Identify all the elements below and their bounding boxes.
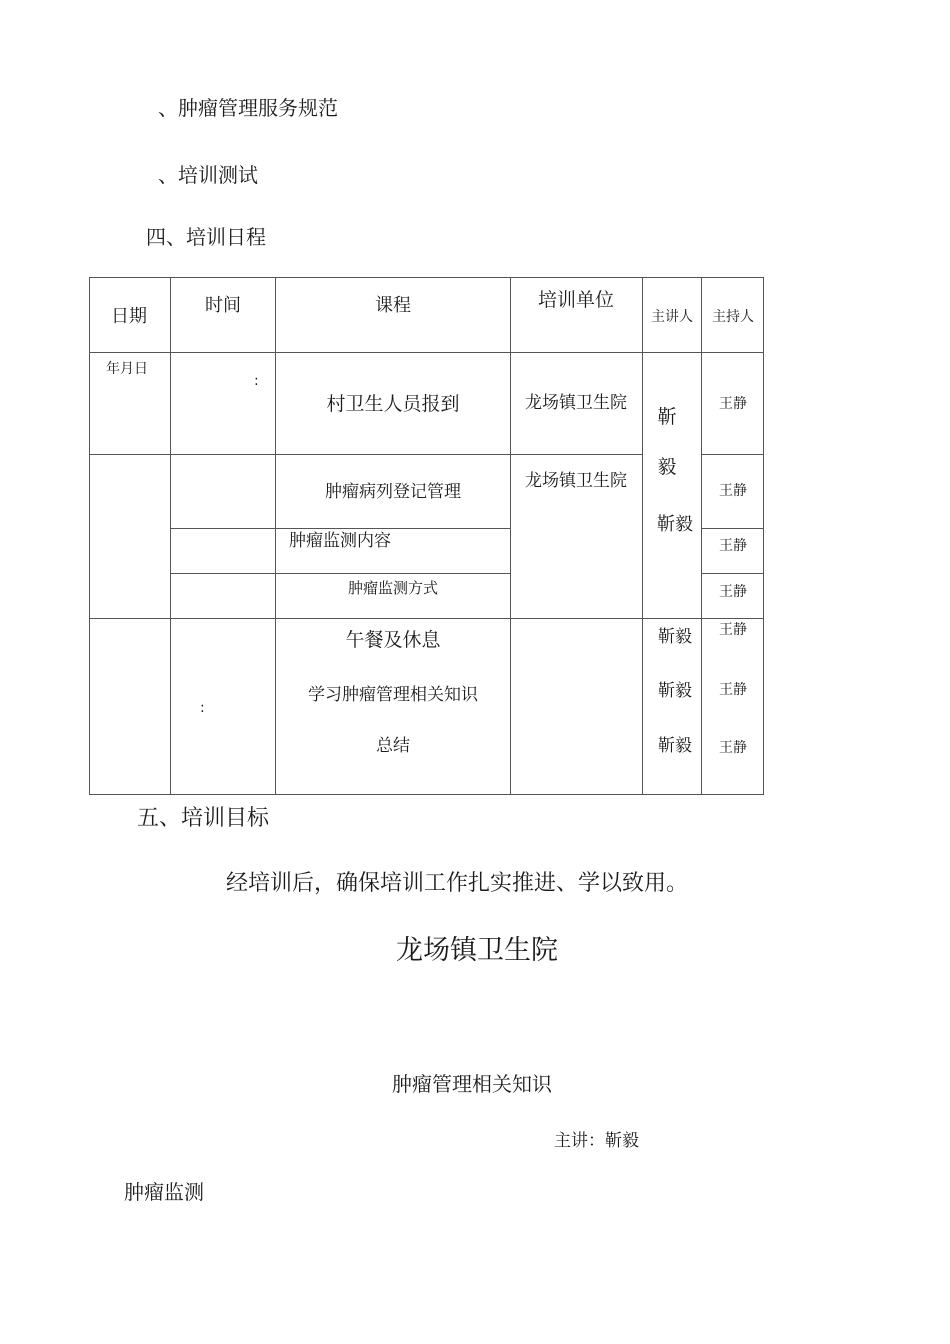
speaker-merged-2: 毅 bbox=[657, 456, 677, 478]
row5-host: 王静 bbox=[719, 622, 747, 638]
goal-text: 经培训后，确保培训工作扎实推进、学以致用。 bbox=[226, 871, 689, 896]
row1-date: 年月日 bbox=[106, 361, 148, 377]
list-item-service-spec: 、肿瘤管理服务规范 bbox=[158, 96, 338, 120]
subheading-tumor-monitoring: 肿瘤监测 bbox=[124, 1180, 204, 1204]
organization-name: 龙场镇卫生院 bbox=[396, 935, 558, 966]
row3-host: 王静 bbox=[719, 538, 747, 554]
section4-heading: 四、培训日程 bbox=[146, 225, 266, 249]
header-course: 课程 bbox=[375, 295, 411, 316]
section5-heading: 五、培训目标 bbox=[137, 806, 270, 831]
list-item-training-test: 、培训测试 bbox=[158, 163, 258, 187]
speaker-merged-3: 靳毅 bbox=[657, 514, 693, 535]
row4-host: 王静 bbox=[719, 584, 747, 600]
row7-host: 王静 bbox=[719, 740, 747, 756]
row2-unit: 龙场镇卫生院 bbox=[525, 471, 627, 491]
row7-course: 总结 bbox=[376, 736, 410, 756]
header-unit: 培训单位 bbox=[537, 289, 615, 311]
row1-time: : bbox=[254, 373, 259, 389]
header-speaker: 主讲人 bbox=[651, 309, 693, 325]
row5-time: : bbox=[200, 700, 205, 716]
row2-course: 肿瘤病列登记管理 bbox=[325, 482, 461, 502]
header-host: 主持人 bbox=[712, 309, 754, 325]
row6-course: 学习肿瘤管理相关知识 bbox=[308, 685, 478, 705]
row1-course: 村卫生人员报到 bbox=[326, 393, 460, 415]
row7-speaker: 靳毅 bbox=[658, 736, 692, 756]
speaker-merged-1: 靳 bbox=[657, 406, 677, 428]
header-date: 日期 bbox=[111, 306, 147, 327]
row1-host: 王静 bbox=[719, 396, 747, 412]
header-time: 时间 bbox=[205, 295, 241, 316]
row4-course: 肿瘤监测方式 bbox=[347, 579, 439, 597]
row5-course: 午餐及休息 bbox=[345, 629, 441, 651]
row3-course: 肿瘤监测内容 bbox=[289, 531, 391, 551]
row5-speaker: 靳毅 bbox=[658, 627, 692, 647]
row1-unit: 龙场镇卫生院 bbox=[525, 393, 627, 413]
lecturer: 主讲：靳毅 bbox=[554, 1131, 639, 1151]
training-schedule-table bbox=[89, 277, 764, 795]
row2-host: 王静 bbox=[719, 483, 747, 499]
row6-host: 王静 bbox=[719, 682, 747, 698]
row6-speaker: 靳毅 bbox=[658, 681, 692, 701]
lecture-title: 肿瘤管理相关知识 bbox=[392, 1072, 552, 1096]
